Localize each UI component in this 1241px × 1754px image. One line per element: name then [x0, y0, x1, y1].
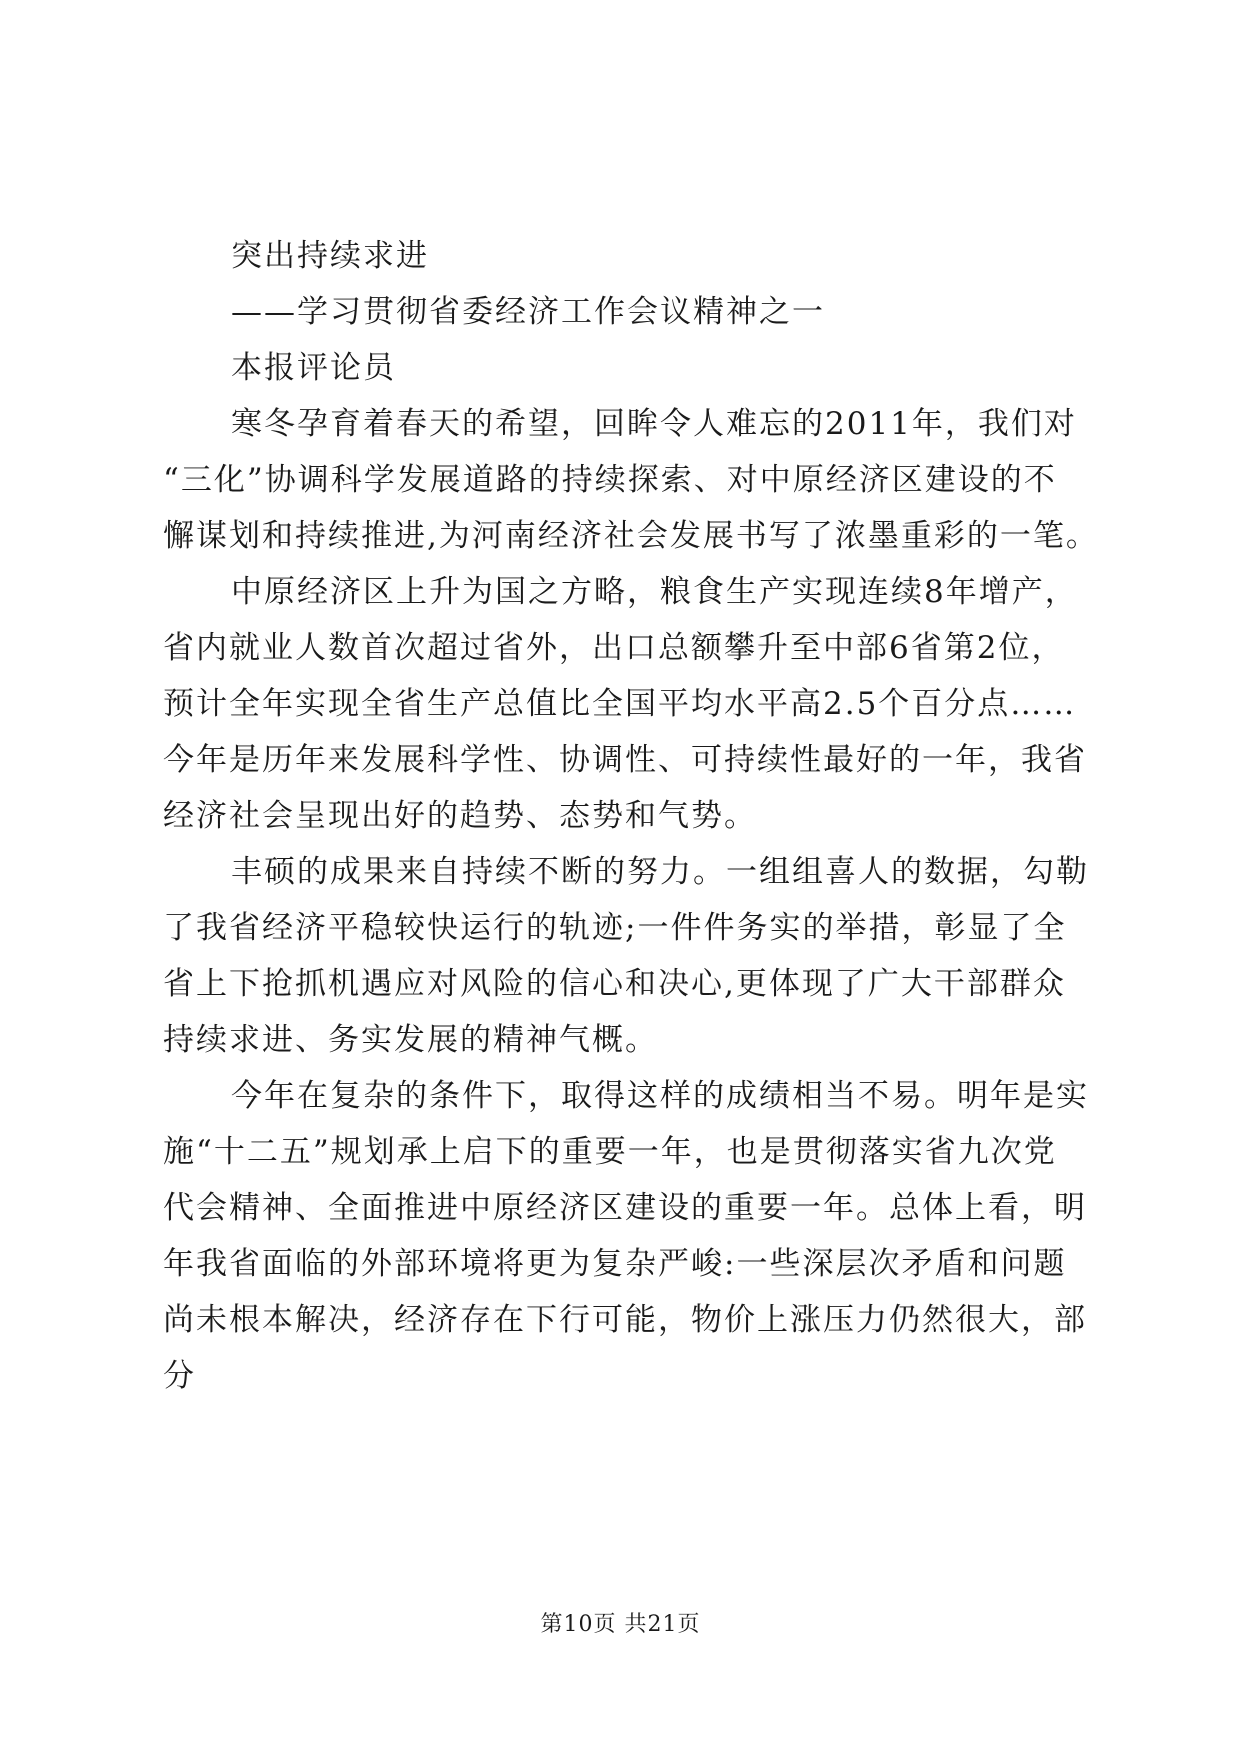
paragraph-line: 中原经济区上升为国之方略，粮食生产实现连续8年增产， [231, 574, 1078, 610]
paragraph-4 [163, 1068, 1089, 1404]
paragraph-line: 懈谋划和持续推进,为河南经济社会发展书写了浓墨重彩的一笔。 [163, 518, 1099, 554]
paragraph-line: 省上下抢抓机遇应对风险的信心和决心,更体现了广大干部群众 [163, 966, 1066, 1002]
page-number-footer: 第10页 共21页 [540, 1612, 701, 1637]
document-body [163, 228, 1099, 1404]
paragraph-line: 预计全年实现全省生产总值比全国平均水平高2.5个百分点…… [163, 686, 1077, 722]
paragraph-line: 今年在复杂的条件下，取得这样的成绩相当不易。明年是实 [231, 1078, 1089, 1114]
paragraph-2 [163, 564, 1087, 844]
article-byline: 本报评论员 [231, 350, 396, 386]
paragraph-line: “三化”协调科学发展道路的持续探索、对中原经济区建设的不 [163, 462, 1057, 498]
paragraph-line: 代会精神、全面推进中原经济区建设的重要一年。总体上看，明 [163, 1190, 1087, 1226]
paragraph-line: 今年是历年来发展科学性、协调性、可持续性最好的一年，我省 [163, 742, 1087, 778]
paragraph-line: 经济社会呈现出好的趋势、态势和气势。 [163, 798, 757, 834]
paragraph-line: 持续求进、务实发展的精神气概。 [163, 1022, 658, 1058]
paragraph-line: 省内就业人数首次超过省外，出口总额攀升至中部6省第2位， [163, 630, 1065, 666]
article-subtitle: ——学习贯彻省委经济工作会议精神之一 [231, 294, 825, 330]
paragraph-3 [163, 844, 1089, 1068]
paragraph-line: 丰硕的成果来自持续不断的努力。一组组喜人的数据，勾勒 [231, 854, 1089, 890]
paragraph-line: 了我省经济平稳较快运行的轨迹;一件件务实的举措，彰显了全 [163, 910, 1067, 946]
paragraph-line: 年我省面临的外部环境将更为复杂严峻:一些深层次矛盾和问题 [163, 1246, 1067, 1282]
paragraph-line: 尚未根本解决，经济存在下行可能，物价上涨压力仍然很大，部 [163, 1302, 1087, 1338]
paragraph-1 [163, 396, 1099, 564]
paragraph-line: 寒冬孕育着春天的希望，回眸令人难忘的2011年，我们对 [231, 406, 1077, 442]
paragraph-line: 分 [163, 1358, 196, 1394]
article-title: 突出持续求进 [231, 238, 429, 274]
paragraph-line: 施“十二五”规划承上启下的重要一年，也是贯彻落实省九次党 [163, 1134, 1057, 1170]
